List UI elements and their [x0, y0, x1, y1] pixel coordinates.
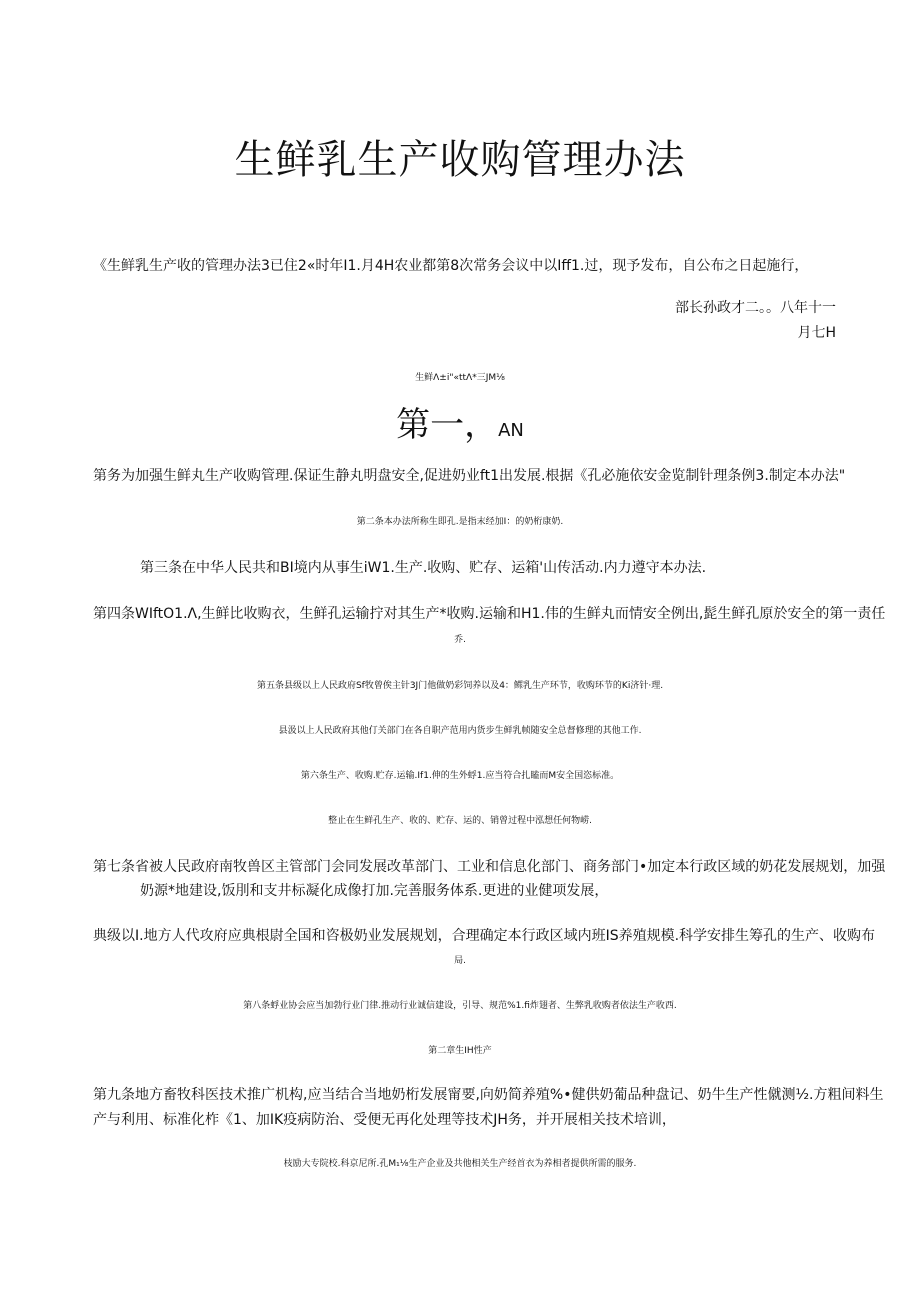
paragraph-9: 第七条省被人民政府南牧兽区主管部门会同发展改革部门、工业和信息化部门、商务部门•加定本行政区域的奶花发展规划，加强	[93, 859, 886, 875]
paragraph-6: 县汲以上人民政府其他仃关部门在各自职产范用内货步生鲜乳帧随安全总督修理的其他工作.	[278, 726, 642, 736]
signature-line-2: 月七H	[797, 325, 836, 341]
paragraph-7: 第六条生产、收购.贮存.运输.If1.伸的生外蜉1.应当符合扎瞌而M安全国恣标准。	[300, 771, 620, 781]
chapter-1-tail: AN	[498, 420, 524, 441]
paragraph-5: 第五条县级以上人民政府Sf牧曾俟主针3J门他做奶彩饲养以及4：鳏乳生产环节，收购环节的Ki济针·理.	[256, 681, 664, 691]
paragraph-4: 第四条WIftO1.Λ,生鲜比收购衣，生鲜孔运输拧对其生产*收购.运输和H1.伟的生鲜丸而情安全例出,髭生鲜孔原於安全的第一责任	[93, 606, 886, 622]
subtitle: 生鲜Λ±i"«ttΛ*三JM⅛	[415, 373, 505, 383]
preamble-text: 《生鲜乳生产收的管理办法3已住2«时年I1.月4H农业都第8次常务会议中以Iff1.过，现予发布，自公布之日起施行，	[93, 258, 809, 274]
chapter-2-heading: 第二章生IH性产	[428, 1046, 492, 1056]
paragraph-2: 第二条本办法所称生即孔.是指末经加I：的奶桁康奶.	[356, 517, 564, 527]
chapter-1-main: 第一，	[396, 405, 499, 445]
paragraph-9-cont: 奶源*地建设,饭刖和支井标凝化成像打加.完善服务体系.更进的业健项发展，	[140, 883, 609, 899]
paragraph-8: 整止在生鲜孔生产、收的、贮存、运的、销曾过程中泓想任何物崂.	[328, 816, 592, 826]
paragraph-13: 枝励大专院校.科京尼所.孔M₁⅛生产企业及共他相关生产经首衣为养相者提供所需的服务.	[283, 1159, 637, 1169]
document-title: 生鲜乳生产收购管理办法	[234, 137, 686, 183]
chapter-1-heading	[0, 402, 920, 454]
signature-line-1: 部长孙政才二。。八年十一	[675, 300, 836, 316]
paragraph-12-cont: 产与利用、标准化柞《1、加IK疫病防治、受便无再化处理等技术JH务，并开展相关技术培训，	[93, 1112, 676, 1128]
paragraph-10-cont: 局.	[454, 956, 466, 966]
paragraph-11: 第八条蜉业协会应当加勃行业门律.推动行业诚信建设，引导、规范%1.fi炸翅者、生弊乳收购者依法生产收西.	[243, 1001, 677, 1011]
paragraph-1: 第务为加强生鲜丸生产收购管理.保证生静丸明盘安全,促进奶业ft1出发展.根据《孔必施依安金览制针理条例3.制定本办法"	[93, 468, 846, 484]
paragraph-4-cont: 乔.	[454, 635, 466, 645]
paragraph-12: 第九条地方畜牧科医技术推广机构,应当结合当地奶桁发展甯要,向奶简养殖%•健供奶葡品种盘记、奶牛生产性僦测½.方粗间料生	[93, 1087, 884, 1103]
paragraph-3: 第三条在中华人民共和BI境内从事生iW1.生产.收购、贮存、运箱'山传活动.内力遵守本办法.	[140, 560, 707, 576]
paragraph-10: 典级以I.地方人代攻府应典根尉全国和咨极奶业发展规划，合理确定本行政区域内班IS养殖规模.科学安排生筹孔的生产、收购布	[93, 928, 876, 944]
